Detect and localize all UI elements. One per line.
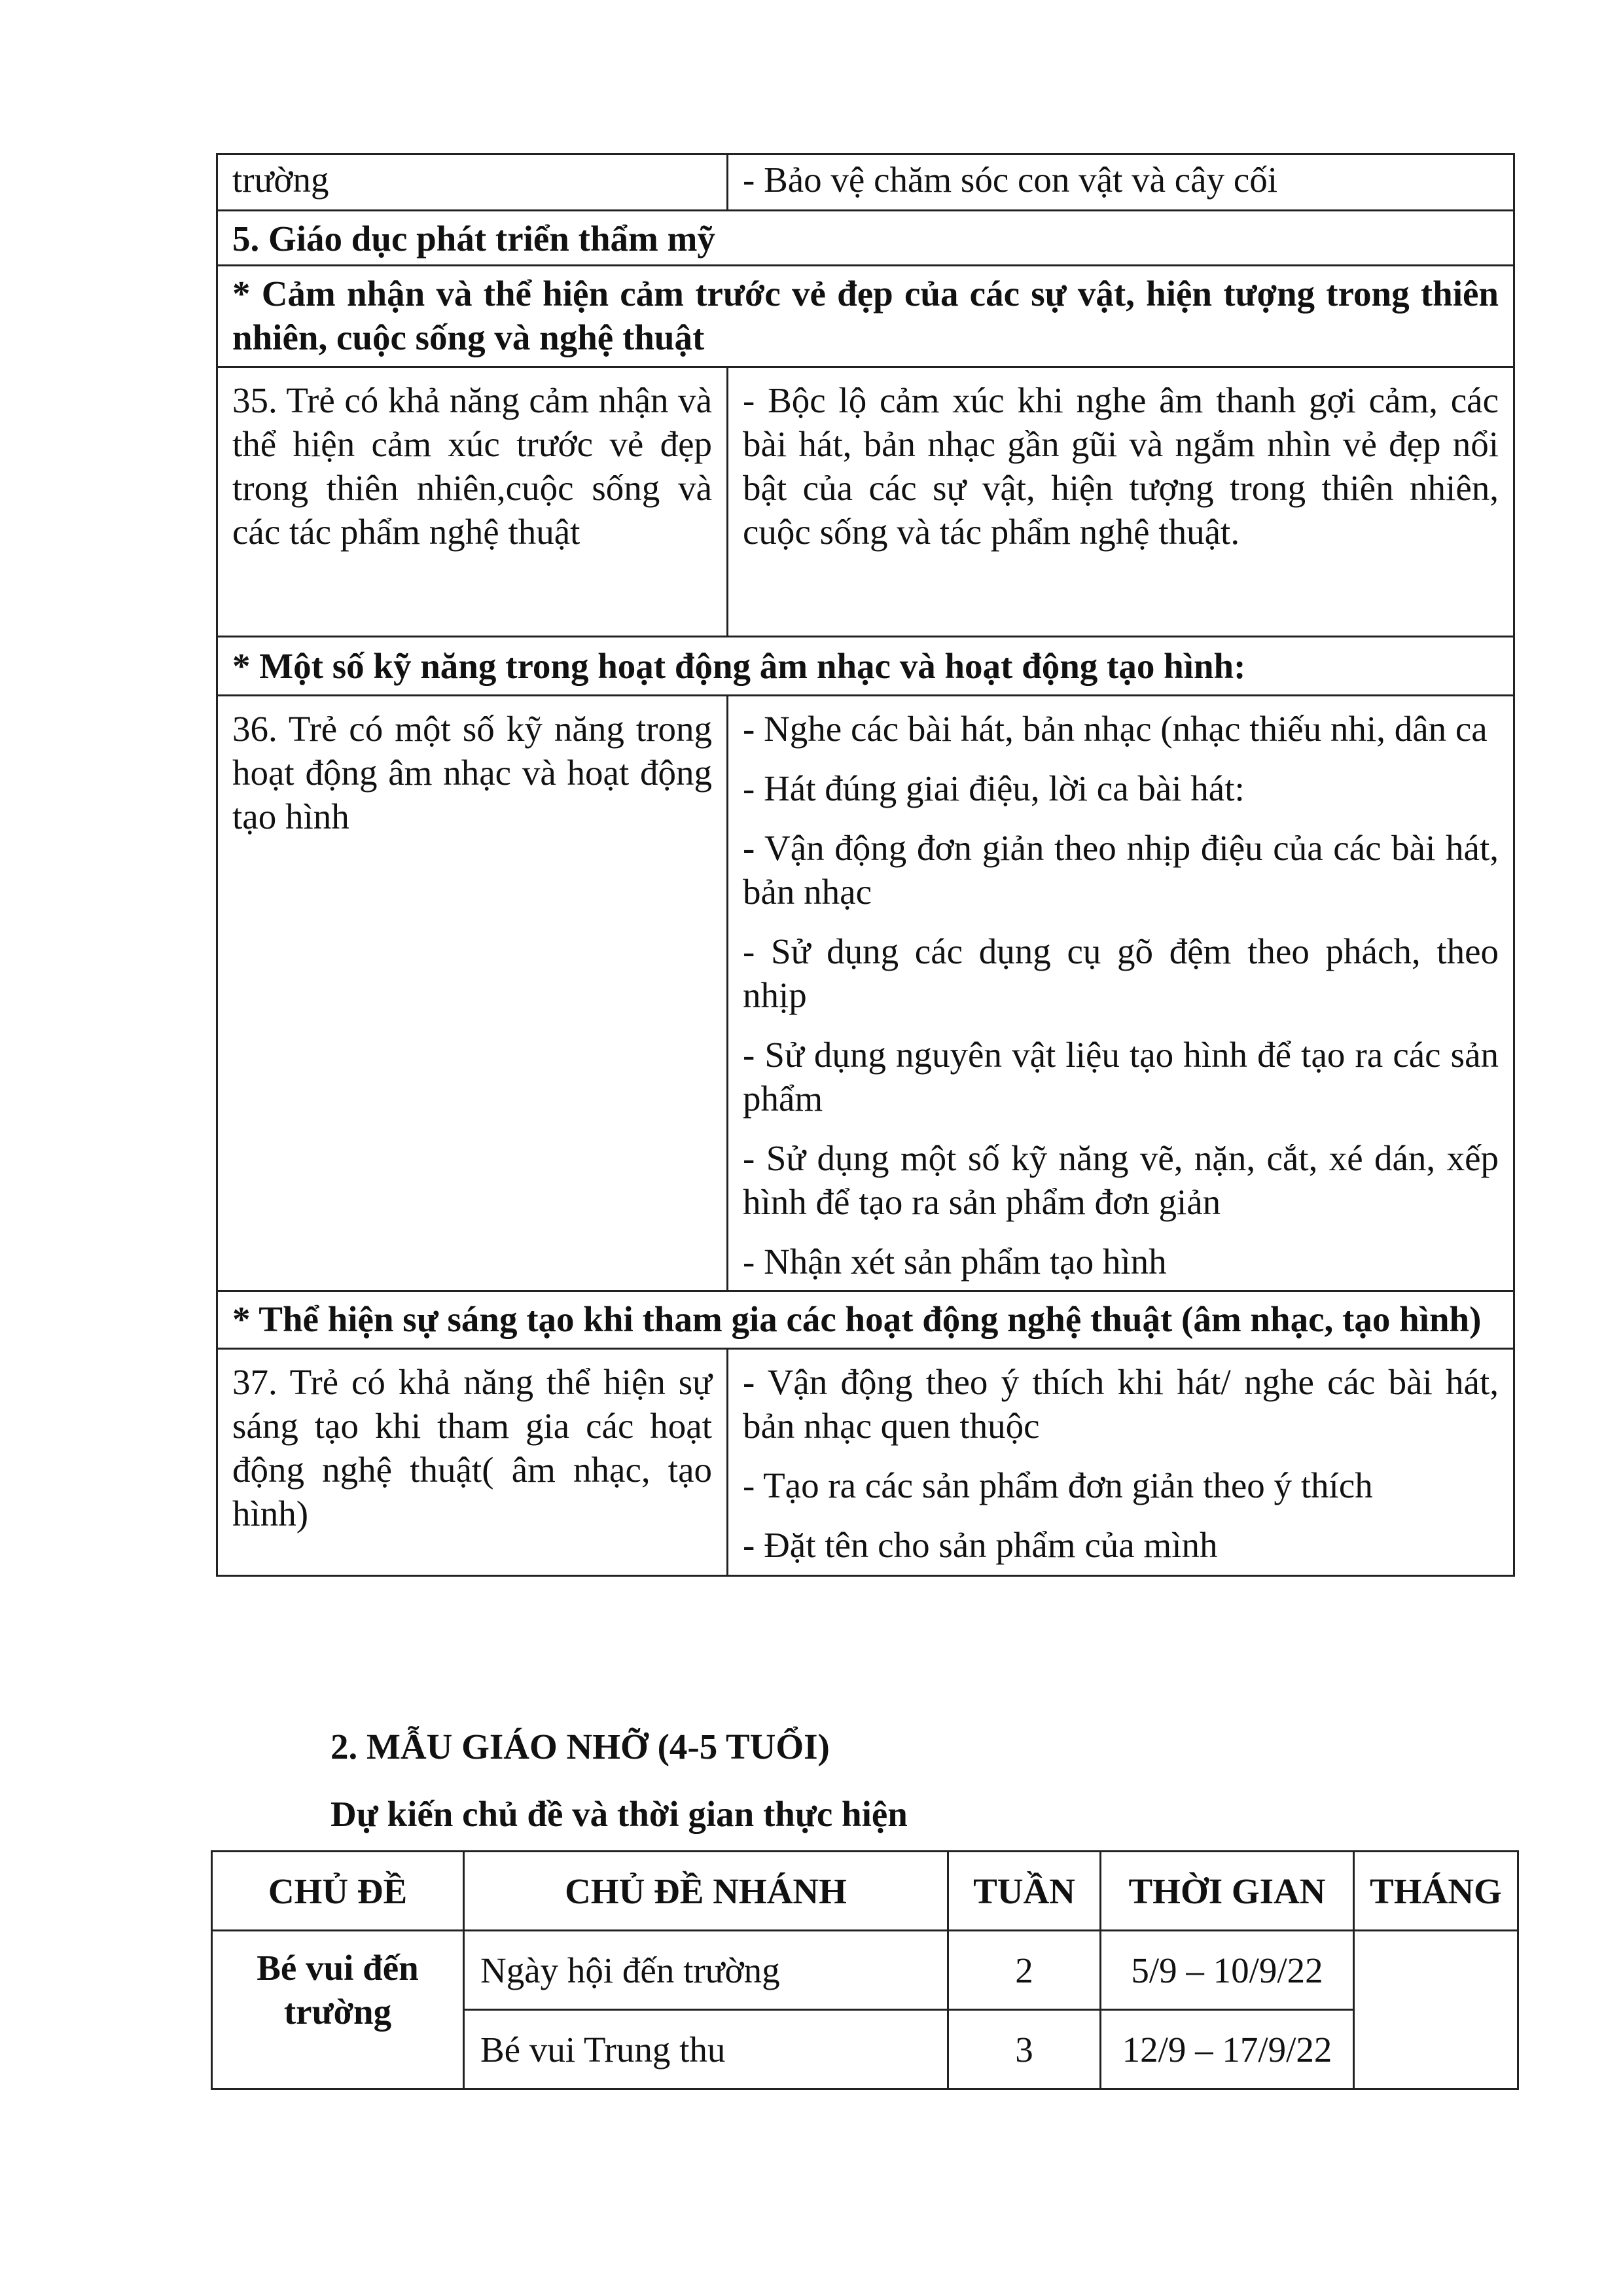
content-cell bbox=[728, 696, 1514, 1291]
subsection-heading-row bbox=[217, 1291, 1514, 1349]
age-group-heading: 2. MẪU GIÁO NHỠ (4-5 TUỔI) bbox=[330, 1727, 830, 1767]
table-row bbox=[217, 154, 1514, 211]
content-item: - Tạo ra các sản phẩm đơn giản theo ý thích bbox=[743, 1465, 1373, 1505]
subsection-heading-row bbox=[217, 266, 1514, 367]
content-item: - Sử dụng các dụng cụ gõ đệm theo phách, theo nhịp bbox=[743, 931, 1499, 1015]
time-cell: 12/9 – 17/9/22 bbox=[1101, 2010, 1354, 2089]
development-goals-table bbox=[216, 153, 1515, 1577]
subsection-title: * Cảm nhận và thể hiện cảm trước vẻ đẹp của các sự vật, hiện tượng trong thiên nhiên, cuộc sống và nghệ thuật bbox=[232, 274, 1499, 357]
goal-cell: trường bbox=[217, 154, 728, 211]
header-row bbox=[212, 1852, 1518, 1931]
col-header-week: TUẦN bbox=[948, 1852, 1101, 1931]
time-cell: 5/9 – 10/9/22 bbox=[1101, 1931, 1354, 2010]
table-row bbox=[217, 696, 1514, 1291]
content-item: - Vận động đơn giản theo nhịp điệu của các bài hát, bản nhạc bbox=[743, 828, 1499, 912]
col-header-time: THỜI GIAN bbox=[1101, 1852, 1354, 1931]
col-header-month: THÁNG bbox=[1354, 1852, 1518, 1931]
content-item: - Đặt tên cho sản phẩm của mình bbox=[743, 1525, 1218, 1565]
plan-heading: Dự kiến chủ đề và thời gian thực hiện bbox=[330, 1794, 908, 1834]
col-header-branch: CHỦ ĐỀ NHÁNH bbox=[464, 1852, 948, 1931]
content-cell bbox=[728, 1349, 1514, 1576]
table-row bbox=[212, 1931, 1518, 2010]
goal-cell: 37. Trẻ có khả năng thể hiện sự sáng tạo khi tham gia các hoạt động nghệ thuật( âm nhạc, tạo hình) bbox=[217, 1349, 728, 1576]
content-item: - Vận động theo ý thích khi hát/ nghe các bài hát, bản nhạc quen thuộc bbox=[743, 1362, 1499, 1446]
content-item: - Sử dụng nguyên vật liệu tạo hình để tạo ra các sản phẩm bbox=[743, 1035, 1499, 1119]
section-5-title: 5. Giáo dục phát triển thẩm mỹ bbox=[232, 219, 715, 259]
content-item: - Nghe các bài hát, bản nhạc (nhạc thiếu nhi, dân ca bbox=[743, 709, 1488, 749]
content-cell: - Bộc lộ cảm xúc khi nghe âm thanh gợi cảm, các bài hát, bản nhạc gần gũi và ngắm nhìn vẻ đẹp nổi bật của các sự vật, hiện tượng trong thiên nhiên, cuộc sống và tác phẩm nghệ thuật. bbox=[728, 367, 1514, 637]
topic-cell: Bé vui đến trường bbox=[212, 1931, 464, 2089]
content-cell: - Bảo vệ chăm sóc con vật và cây cối bbox=[728, 154, 1514, 211]
content-item: - Nhận xét sản phẩm tạo hình bbox=[743, 1242, 1167, 1282]
branch-cell: Ngày hội đến trường bbox=[464, 1931, 948, 2010]
table-row bbox=[217, 367, 1514, 637]
month-cell bbox=[1354, 1931, 1518, 2089]
col-header-topic: CHỦ ĐỀ bbox=[212, 1852, 464, 1931]
subsection-heading-row bbox=[217, 637, 1514, 696]
week-cell: 2 bbox=[948, 1931, 1101, 2010]
subsection-title: * Một số kỹ năng trong hoạt động âm nhạc và hoạt động tạo hình: bbox=[232, 646, 1246, 686]
week-cell: 3 bbox=[948, 2010, 1101, 2089]
content-item: - Hát đúng giai điệu, lời ca bài hát: bbox=[743, 768, 1245, 808]
goal-cell: 36. Trẻ có một số kỹ năng trong hoạt động âm nhạc và hoạt động tạo hình bbox=[217, 696, 728, 1291]
table-row bbox=[217, 1349, 1514, 1576]
content-item: - Sử dụng một số kỹ năng vẽ, nặn, cắt, xé dán, xếp hình để tạo ra sản phẩm đơn giản bbox=[743, 1138, 1499, 1222]
topic-schedule-table bbox=[211, 1850, 1519, 2090]
branch-cell: Bé vui Trung thu bbox=[464, 2010, 948, 2089]
section-heading-row bbox=[217, 211, 1514, 266]
subsection-title: * Thể hiện sự sáng tạo khi tham gia các hoạt động nghệ thuật (âm nhạc, tạo hình) bbox=[232, 1299, 1482, 1339]
goal-cell: 35. Trẻ có khả năng cảm nhận và thể hiện cảm xúc trước vẻ đẹp trong thiên nhiên,cuộc sống và các tác phẩm nghệ thuật bbox=[217, 367, 728, 637]
